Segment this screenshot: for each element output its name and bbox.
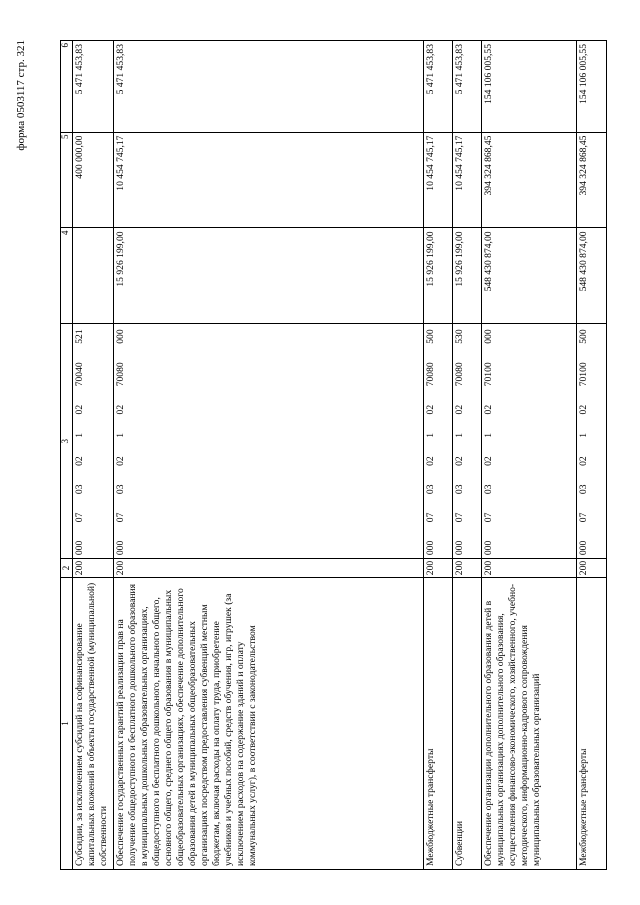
code-part: 70080 — [454, 362, 465, 387]
row-classification-code — [114, 324, 424, 559]
row-classification-code — [482, 324, 577, 559]
code-part: 02 — [425, 404, 436, 415]
row-approved: 15 926 199,00 — [424, 228, 453, 324]
code-part: 1 — [74, 432, 85, 438]
row-classification-code — [577, 324, 607, 559]
code-parts — [74, 327, 86, 555]
row-line-code: 200 — [577, 559, 607, 578]
code-part: 70100 — [578, 362, 589, 387]
code-part: 02 — [115, 456, 126, 466]
row-executed: 10 454 745,17 — [114, 132, 424, 228]
code-part: 07 — [578, 512, 589, 523]
header-col-2: 2 — [61, 559, 73, 578]
row-line-code: 200 — [73, 559, 114, 578]
code-part: 03 — [115, 484, 126, 495]
header-col-1: 1 — [61, 577, 73, 869]
code-part: 07 — [74, 512, 85, 523]
code-part: 03 — [483, 484, 494, 495]
code-part: 02 — [454, 456, 465, 466]
code-part: 03 — [578, 484, 589, 495]
row-executed: 400 000,00 — [73, 132, 114, 228]
row-unexecuted: 5 471 453,83 — [114, 41, 424, 133]
code-part: 1 — [578, 432, 589, 438]
code-part: 500 — [425, 329, 436, 344]
code-part: 02 — [483, 404, 494, 415]
row-name: Субсидии, за исключением субсидий на софинансирование капитальных вложений в объекты государственной (муниципальной) собственности — [73, 577, 114, 869]
row-approved: 15 926 199,00 — [453, 228, 482, 324]
row-approved: 548 430 874,00 — [482, 228, 577, 324]
row-line-code: 200 — [453, 559, 482, 578]
header-col-4: 4 — [61, 228, 73, 324]
code-parts — [483, 327, 495, 555]
code-part: 000 — [115, 329, 126, 344]
table-row — [424, 41, 453, 870]
table-body — [73, 41, 607, 870]
table-row — [577, 41, 607, 870]
code-part: 000 — [578, 540, 589, 556]
row-name: Субвенции — [453, 577, 482, 869]
row-classification-code — [73, 324, 114, 559]
table-row — [453, 41, 482, 870]
row-unexecuted: 5 471 453,83 — [424, 41, 453, 133]
row-executed: 394 324 868,45 — [577, 132, 607, 228]
row-name: Межбюджетные трансферты — [577, 577, 607, 869]
code-part: 03 — [454, 484, 465, 495]
header-col-6: 6 — [61, 41, 73, 133]
code-part: 03 — [425, 484, 436, 495]
code-part: 02 — [454, 404, 465, 415]
row-approved: 548 430 874,00 — [577, 228, 607, 324]
code-part: 07 — [115, 512, 126, 523]
header-col-5: 5 — [61, 132, 73, 228]
code-part: 000 — [425, 540, 436, 556]
code-part: 521 — [74, 329, 85, 344]
code-part: 000 — [115, 540, 126, 556]
code-parts — [578, 327, 590, 555]
code-part: 02 — [74, 456, 85, 466]
code-part: 02 — [578, 404, 589, 415]
row-executed: 394 324 868,45 — [482, 132, 577, 228]
row-name: Межбюджетные трансферты — [424, 577, 453, 869]
code-part: 000 — [483, 540, 494, 556]
code-part: 500 — [578, 329, 589, 344]
code-part: 02 — [425, 456, 436, 466]
code-parts — [425, 327, 437, 555]
row-line-code: 200 — [114, 559, 424, 578]
row-unexecuted: 154 106 005,55 — [482, 41, 577, 133]
form-label: форма 0503117 стр. 321 — [15, 40, 27, 151]
row-executed: 10 454 745,17 — [424, 132, 453, 228]
code-part: 02 — [578, 456, 589, 466]
table-row — [482, 41, 577, 870]
code-part: 1 — [483, 432, 494, 438]
code-parts — [454, 327, 466, 555]
code-part: 07 — [425, 512, 436, 523]
row-unexecuted: 154 106 005,55 — [577, 41, 607, 133]
code-part: 000 — [454, 540, 465, 556]
code-part: 07 — [483, 512, 494, 523]
row-classification-code — [453, 324, 482, 559]
code-part: 000 — [74, 540, 85, 556]
code-part: 70040 — [74, 362, 85, 387]
header-row — [61, 41, 73, 870]
code-part: 03 — [74, 484, 85, 495]
row-name: Обеспечение организации дополнительного образования детей в муниципальных организациях дополнительного образования, осуществления финансово-экономического, хозяйственного, учебно-методического, информационно-кадрового сопровождения муниципальных образовательных организаций — [482, 577, 577, 869]
rotated-page — [15, 40, 590, 870]
row-classification-code — [424, 324, 453, 559]
code-part: 02 — [483, 456, 494, 466]
budget-table — [60, 40, 607, 870]
row-line-code: 200 — [424, 559, 453, 578]
row-name: Обеспечение государственных гарантий реализации прав на получение общедоступного и бесплатного дошкольного образования в муниципальных дошкольных образовательных организациях, общедоступного и бесплатного дошкольного, начального общего, основного общего, среднего общего образования в муниципальных общеобразовательных организациях, обеспечение дополнительного образования детей в муниципальных общеобразовательных организациях посредством предоставления субвенций местным бюджетам, включая расходы на оплату труда, приобретение учебников и учебных пособий, средств обучения, игр, игрушек (за исключением расходов на содержание зданий и оплату коммунальных услуг), в соответствии с законодательством — [114, 577, 424, 869]
code-part: 07 — [454, 512, 465, 523]
row-unexecuted: 5 471 453,83 — [73, 41, 114, 133]
table-row — [73, 41, 114, 870]
row-approved — [73, 228, 114, 324]
code-part: 02 — [115, 404, 126, 415]
code-part: 70100 — [483, 362, 494, 387]
header-col-3: 3 — [61, 324, 73, 559]
row-line-code: 200 — [482, 559, 577, 578]
row-unexecuted: 5 471 453,83 — [453, 41, 482, 133]
code-part: 000 — [483, 329, 494, 344]
row-approved: 15 926 199,00 — [114, 228, 424, 324]
code-part: 1 — [425, 432, 436, 438]
code-part: 1 — [115, 432, 126, 438]
code-part: 530 — [454, 329, 465, 344]
code-parts — [115, 327, 127, 555]
table-row — [114, 41, 424, 870]
code-part: 70080 — [425, 362, 436, 387]
code-part: 70080 — [115, 362, 126, 387]
row-executed: 10 454 745,17 — [453, 132, 482, 228]
code-part: 02 — [74, 404, 85, 415]
code-part: 1 — [454, 432, 465, 438]
